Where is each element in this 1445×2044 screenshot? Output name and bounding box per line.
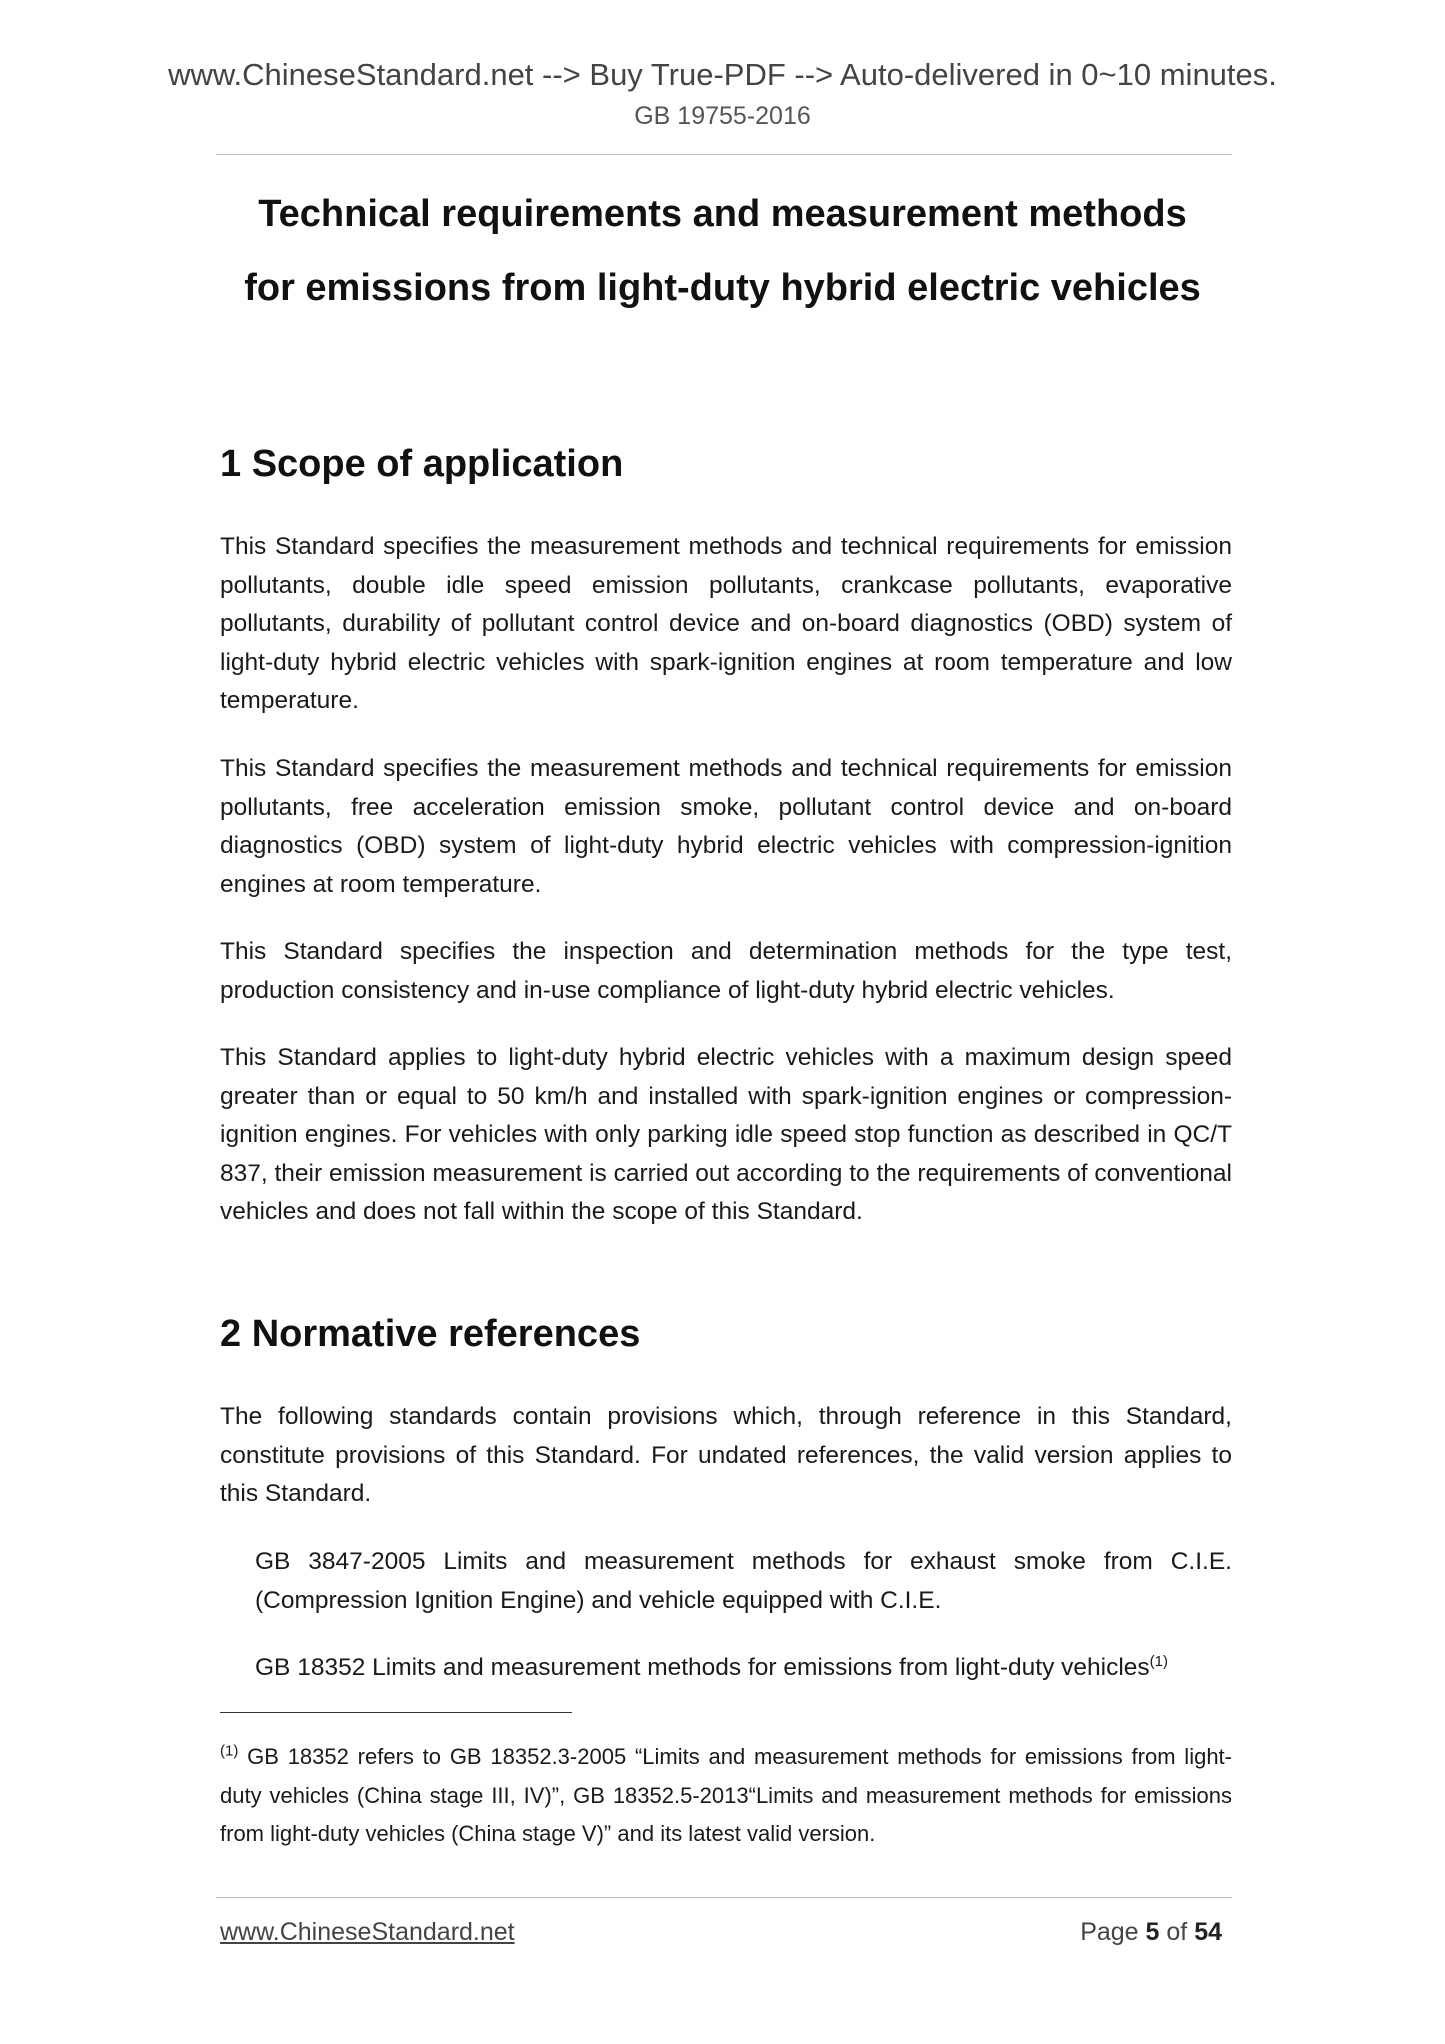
page-indicator — [1080, 1918, 1222, 1947]
scope-paragraph-4: This Standard applies to light-duty hybrid electric vehicles with a maximum design speed greater than or equal to 50 km/h and installed with spark-ignition engines or compression-ignition engines. For vehicles with only parking idle speed stop function as described in QC/T 837, their emission measurement is carried out according to the requirements of conventional vehicles and does not fall within the scope of this Standard. — [220, 1044, 1232, 1225]
header-divider — [216, 154, 1232, 155]
section-heading-scope: 1 Scope of application — [220, 443, 624, 485]
page-total: 54 — [1194, 1918, 1222, 1946]
footnote-marker: (1) — [220, 1742, 239, 1760]
page-prefix: Page — [1080, 1918, 1146, 1946]
footer-divider — [216, 1897, 1232, 1898]
footer-site-link[interactable]: www.ChineseStandard.net — [220, 1918, 515, 1946]
section-heading-normative-references: 2 Normative references — [220, 1313, 641, 1355]
document-title-line-1: Technical requirements and measurement methods — [258, 193, 1187, 235]
document-title-line-2: for emissions from light-duty hybrid electric vehicles — [244, 267, 1201, 309]
reference-item-gb18352 — [255, 1649, 1232, 1688]
footnote-divider — [220, 1712, 572, 1713]
footnote-text: GB 18352 refers to GB 18352.3-2005 “Limits and measurement methods for emissions from light-duty vehicles (China stage III, IV)”, GB 18352.5-2013“Limits and measurement methods for emissions from light-duty vehicles (China stage V)” and its latest valid version. — [220, 1744, 1232, 1846]
page-of: of — [1159, 1918, 1195, 1946]
reference-item-gb18352-text: GB 18352 Limits and measurement methods for emissions from light-duty vehicles — [255, 1654, 1150, 1681]
scope-paragraph-2: This Standard specifies the measurement methods and technical requirements for emission pollutants, free acceleration emission smoke, pollutant control device and on-board diagnostics (OBD) system of light-duty hybrid electric vehicles with compression-ignition engines at room temperature. — [220, 755, 1232, 898]
reference-item-gb3847: GB 3847-2005 Limits and measurement methods for exhaust smoke from C.I.E. (Compression Ignition Engine) and vehicle equipped with C.I.E. — [255, 1548, 1232, 1614]
page-current: 5 — [1145, 1918, 1160, 1946]
header-banner: www.ChineseStandard.net --> Buy True-PDF --> Auto-delivered in 0~10 minutes. — [168, 57, 1277, 92]
scope-paragraph-3: This Standard specifies the inspection and determination methods for the type test, production consistency and in-use compliance of light-duty hybrid electric vehicles. — [220, 938, 1232, 1004]
references-intro-paragraph: The following standards contain provisions which, through reference in this Standard, constitute provisions of this Standard. For undated references, the valid version applies to this Standard. — [220, 1403, 1232, 1507]
standard-number: GB 19755-2016 — [634, 102, 811, 130]
footnote — [220, 1738, 1232, 1854]
scope-paragraph-1: This Standard specifies the measurement methods and technical requirements for emission pollutants, double idle speed emission pollutants, crankcase pollutants, evaporative pollutants, durability of pollutant control device and on-board diagnostics (OBD) system of light-duty hybrid electric vehicles with spark-ignition engines at room temperature and low temperature. — [220, 533, 1232, 714]
footnote-reference-marker[interactable]: (1) — [1149, 1652, 1168, 1670]
